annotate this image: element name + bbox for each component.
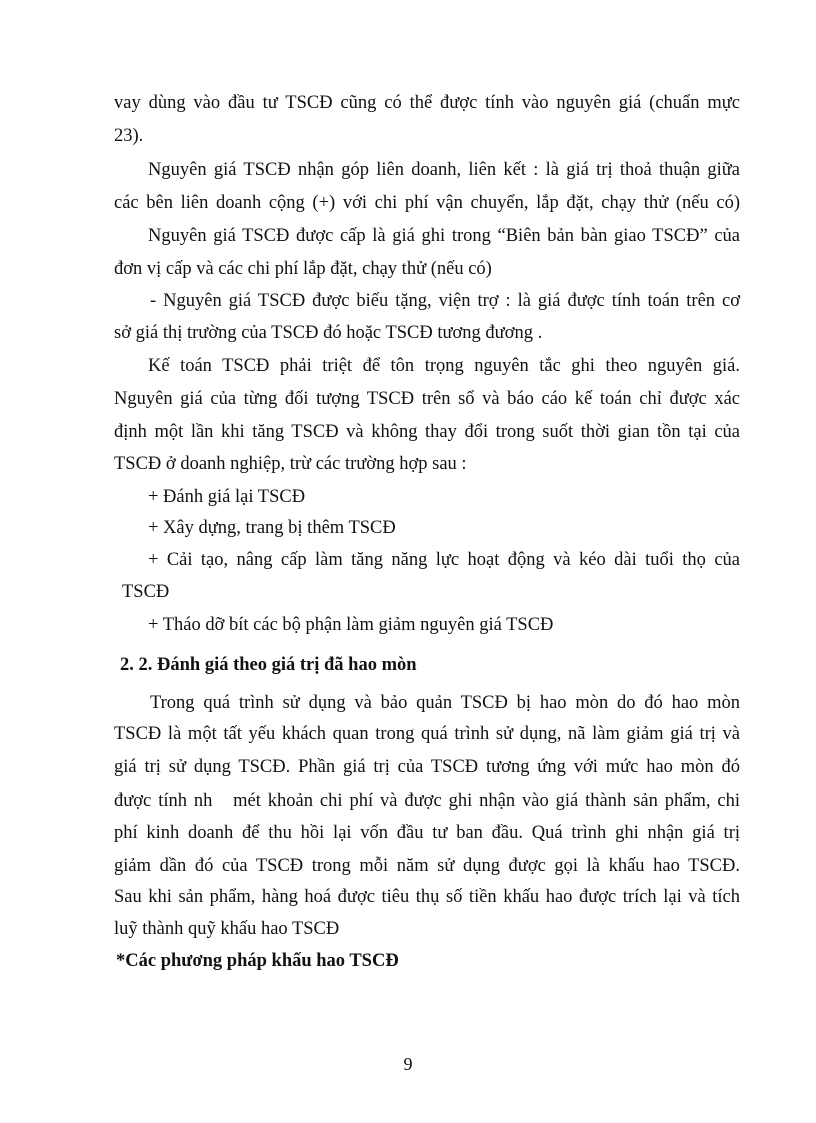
text-line: Trong quá trình sử dụng và bảo quản TSCĐ bị hao mòn do đó hao mòn bbox=[150, 693, 740, 713]
page-number: 9 bbox=[403, 1054, 413, 1074]
text-line: Nguyên giá của từng đối tượng TSCĐ trên sổ và báo cáo kế toán chỉ được xác bbox=[114, 389, 740, 409]
list-item: + Xây dựng, trang bị thêm TSCĐ bbox=[148, 518, 396, 538]
text-line: TSCĐ ở doanh nghiệp, trừ các trường hợp sau : bbox=[114, 454, 467, 474]
text-line: TSCĐ bbox=[122, 582, 170, 602]
text-line: Sau khi sản phẩm, hàng hoá được tiêu thụ số tiền khấu hao được trích lại và tích bbox=[114, 887, 740, 907]
section-heading: 2. 2. Đánh giá theo giá trị đã hao mòn bbox=[120, 655, 417, 675]
text-line: Nguyên giá TSCĐ được cấp là giá ghi trong “Biên bản bàn giao TSCĐ” của bbox=[148, 226, 740, 246]
list-item: + Đánh giá lại TSCĐ bbox=[148, 487, 306, 507]
text-line: vay dùng vào đầu tư TSCĐ cũng có thể được tính vào nguyên giá (chuẩn mực bbox=[114, 93, 740, 113]
text-line: TSCĐ là một tất yếu khách quan trong quá trình sử dụng, nã làm giảm giá trị và bbox=[114, 724, 740, 744]
list-item: + Cải tạo, nâng cấp làm tăng năng lực hoạt động và kéo dài tuổi thọ của bbox=[148, 550, 740, 570]
text-line: đơn vị cấp và các chi phí lắp đặt, chạy thử (nếu có) bbox=[114, 259, 492, 279]
text-line: được tính nh mét khoản chi phí và được ghi nhận vào giá thành sản phẩm, chi bbox=[114, 791, 740, 811]
text-line: Nguyên giá TSCĐ nhận góp liên doanh, liên kết : là giá trị thoả thuận giữa bbox=[148, 160, 740, 180]
text-line: Kế toán TSCĐ phải triệt để tôn trọng nguyên tắc ghi theo nguyên giá. bbox=[148, 356, 740, 376]
text-line: giá trị sử dụng TSCĐ. Phần giá trị của TSCĐ tương ứng với mức hao mòn đó bbox=[114, 757, 740, 777]
section-heading: *Các phương pháp khấu hao TSCĐ bbox=[116, 951, 399, 971]
text-line: luỹ thành quỹ khấu hao TSCĐ bbox=[114, 919, 340, 939]
list-item: + Tháo dỡ bít các bộ phận làm giảm nguyên giá TSCĐ bbox=[148, 615, 554, 635]
text-line: - Nguyên giá TSCĐ được biếu tặng, viện trợ : là giá được tính toán trên cơ bbox=[150, 291, 740, 311]
text-line: định một lần khi tăng TSCĐ và không thay đổi trong suốt thời gian tồn tại của bbox=[114, 422, 740, 442]
text-line: các bên liên doanh cộng (+) với chi phí vận chuyển, lắp đặt, chạy thử (nếu có) bbox=[114, 193, 740, 213]
text-line: giảm dần đó của TSCĐ trong mỗi năm sử dụng được gọi là khấu hao TSCĐ. bbox=[114, 856, 740, 876]
text-line: sở giá thị trường của TSCĐ đó hoặc TSCĐ tương đương . bbox=[114, 323, 543, 343]
text-line: 23). bbox=[114, 126, 144, 146]
text-line: phí kinh doanh để thu hồi lại vốn đầu tư ban đầu. Quá trình ghi nhận giá trị bbox=[114, 823, 740, 843]
